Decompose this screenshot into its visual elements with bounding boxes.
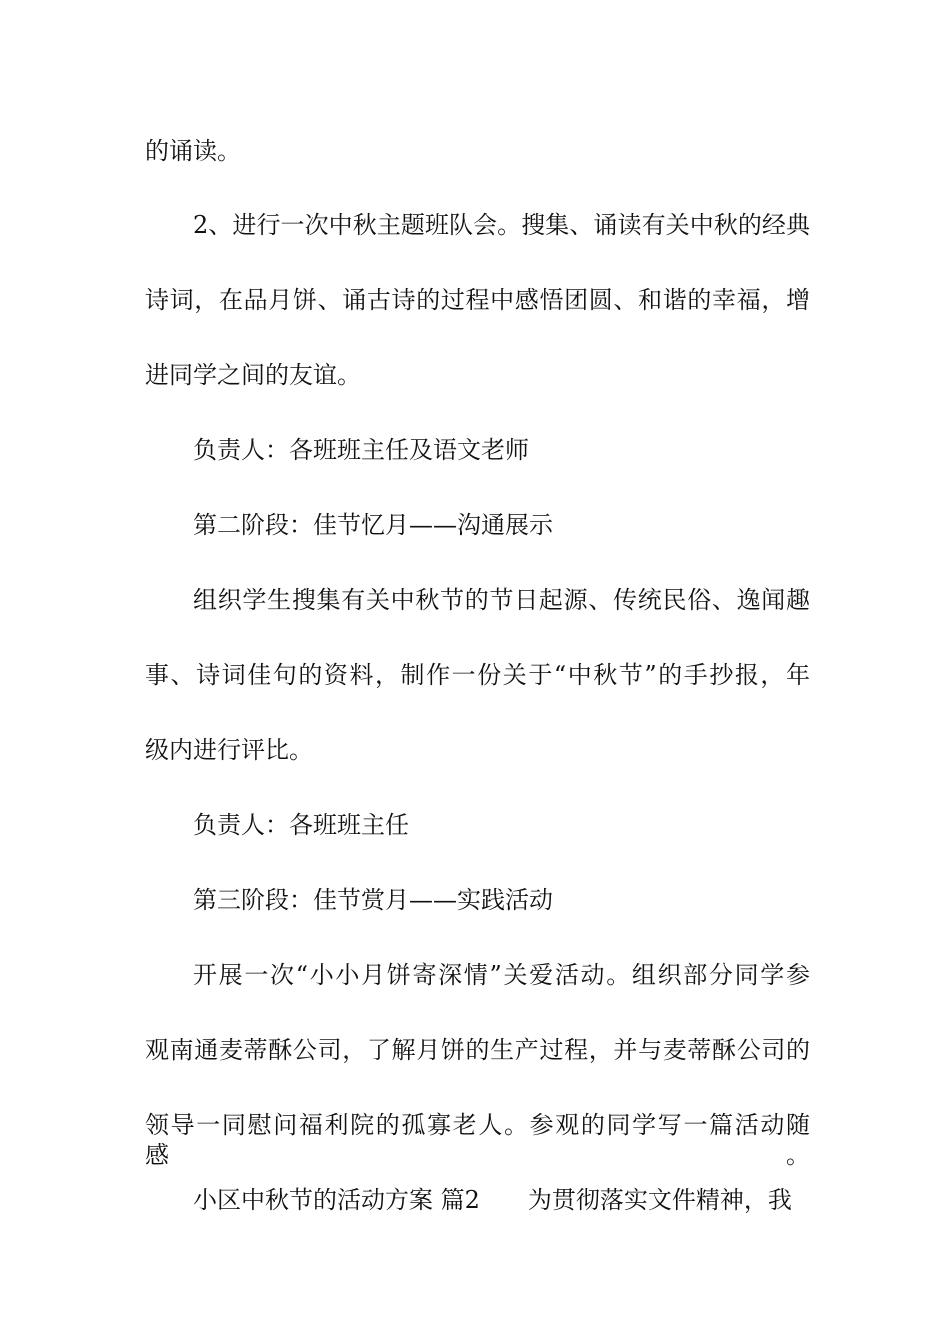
paragraph-line: 开展一次“小小月饼寄深情”关爱活动。组织部分同学参	[193, 961, 810, 989]
paragraph-line: 进同学之间的友谊。	[145, 361, 361, 389]
responsible-person-line: 负责人：各班班主任及语文老师	[193, 436, 529, 464]
stage-heading: 第二阶段：佳节忆月——沟通展示	[193, 511, 553, 539]
paragraph-line: 观南通麦蒂酥公司，了解月饼的生产过程，并与麦蒂酥公司的	[145, 1036, 810, 1064]
paragraph-line: 事、诗词佳句的资料，制作一份关于“中秋节”的手抄报，年	[145, 661, 810, 689]
paragraph-line: 组织学生搜集有关中秋节的节日起源、传统民俗、逸闻趣	[193, 586, 810, 614]
paragraph-line: 诗词，在品月饼、诵古诗的过程中感悟团圆、和谐的幸福，增	[145, 286, 810, 314]
paragraph-line: 的诵读。	[145, 137, 241, 165]
paragraph-line: 2、进行一次中秋主题班队会。搜集、诵读有关中秋的经典	[193, 211, 810, 239]
stage-heading: 第三阶段：佳节赏月——实践活动	[193, 886, 553, 914]
paragraph-line: 领导一同慰问福利院的孤寡老人。参观的同学写一篇活动随感。	[145, 1111, 810, 1169]
responsible-person-line: 负责人：各班班主任	[193, 811, 409, 839]
section-heading-line	[193, 1185, 810, 1215]
section-heading: 小区中秋节的活动方案 篇2	[193, 1186, 480, 1214]
paragraph-start: 为贯彻落实文件精神，我	[527, 1186, 792, 1214]
paragraph-line: 级内进行评比。	[145, 736, 313, 764]
